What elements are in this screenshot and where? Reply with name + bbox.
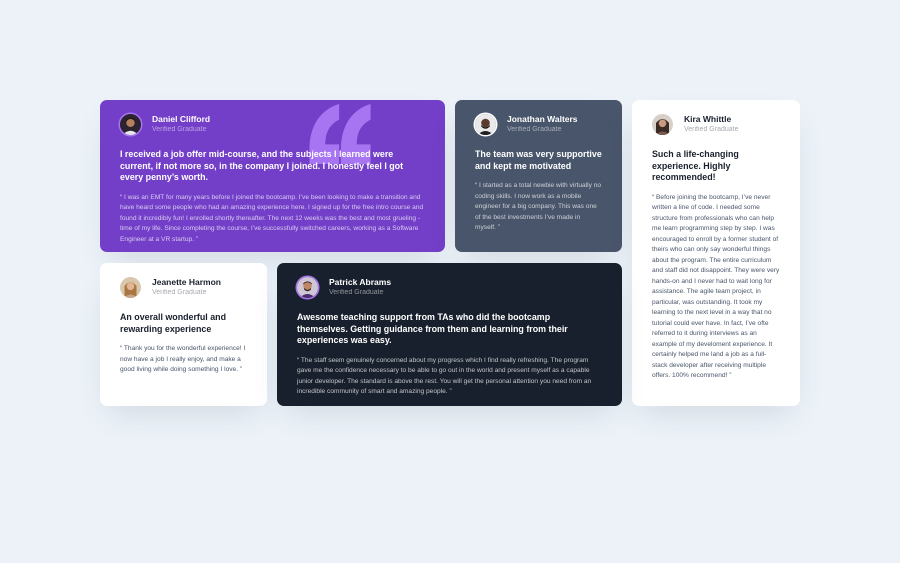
author bbox=[297, 276, 602, 298]
testimonial-headline: Awesome teaching support from TAs who did the bootcamp themselves. Getting guidance from them and learning from their experiences was easy. bbox=[297, 312, 568, 346]
testimonial-body: “ I started as a total newbie with virtually no coding skills. I now work as a mobile engineer for a big company. This was one of the best investments I’ve made in myself. ” bbox=[475, 182, 602, 232]
author-name: Patrick Abrams bbox=[329, 277, 392, 287]
avatar-kira-whittle bbox=[652, 114, 673, 135]
testimonial-body: “ Before joining the bootcamp, I’ve never written a line of code. I needed some structure from professionals who can help me learn programming step by step. I was encouraged to enroll by a former student of theirs who can only say wonderful things about the program. The entire curriculum and staff did not disappoint. They were very hands-on and I never had to wait long for assistance. The agile team project, in particular, was outstanding. It took my learning to the next level in a way that no tutorial could ever have. In fact, I’ve ofte referred to it during interviews as an example of my develoment experience. It certainly helped me land a job as a full-stack developer after receiving multiple offers. 100% recommend! ” bbox=[652, 193, 780, 380]
testimonial-body: “ I was an EMT for many years before I joined the bootcamp. I’ve been looking to make a transition and have heard some people who had an amazing experience here. I signed up for the free intro course and found it incredibly fun! I enrolled shortly thereafter. The next 12 weeks was the best and most grueling - time of my life. Since completing the course, I’ve successfully switched careers, working as a Software Engineer at a VR startup. ” bbox=[120, 193, 424, 243]
testimonial-card-kira-whittle bbox=[632, 100, 800, 406]
testimonial-card-jonathan-walters bbox=[455, 100, 622, 252]
verified-label: Verified Graduate bbox=[684, 126, 739, 133]
author bbox=[120, 113, 425, 135]
avatar-daniel-clifford bbox=[120, 114, 141, 135]
testimonial-headline: The team was very supportive and kept me motivated bbox=[475, 149, 602, 171]
avatar-jonathan-walters bbox=[475, 114, 496, 135]
avatar-jeanette-harmon bbox=[120, 277, 141, 298]
author-name: Jeanette Harmon bbox=[152, 277, 221, 287]
verified-label: Verified Graduate bbox=[329, 289, 384, 296]
testimonial-card-daniel-clifford bbox=[100, 100, 445, 252]
avatar-patrick-abrams bbox=[297, 277, 318, 298]
testimonial-card-patrick-abrams bbox=[277, 263, 622, 406]
verified-label: Verified Graduate bbox=[152, 126, 207, 133]
testimonials-grid bbox=[100, 100, 800, 406]
author bbox=[475, 113, 602, 135]
testimonial-headline: An overall wonderful and rewarding experience bbox=[120, 312, 227, 334]
author-name: Daniel Clifford bbox=[152, 114, 211, 124]
author bbox=[120, 276, 247, 298]
testimonial-body: “ Thank you for the wonderful experience! I now have a job I really enjoy, and make a good living while doing something I love. ” bbox=[120, 345, 246, 374]
verified-label: Verified Graduate bbox=[507, 126, 562, 133]
testimonial-body: “ The staff seem genuinely concerned about my progress which I find really refreshing. The program gave me the confidence necessary to be able to go out in the world and present myself as a capable junior developer. The standard is above the rest. You will get the personal attention you need from an incredible community of smart and amazing people. ” bbox=[297, 356, 592, 396]
author-name: Jonathan Walters bbox=[507, 114, 578, 124]
author-name: Kira Whittle bbox=[684, 114, 732, 124]
verified-label: Verified Graduate bbox=[152, 289, 207, 296]
author bbox=[652, 113, 780, 135]
testimonial-card-jeanette-harmon bbox=[100, 263, 267, 406]
testimonial-headline: Such a life-changing experience. Highly recommended! bbox=[652, 149, 739, 183]
testimonial-headline: I received a job offer mid-course, and the subjects I learned were current, if not more so, in the company I joined. I honestly feel I got every penny’s worth. bbox=[120, 149, 404, 183]
